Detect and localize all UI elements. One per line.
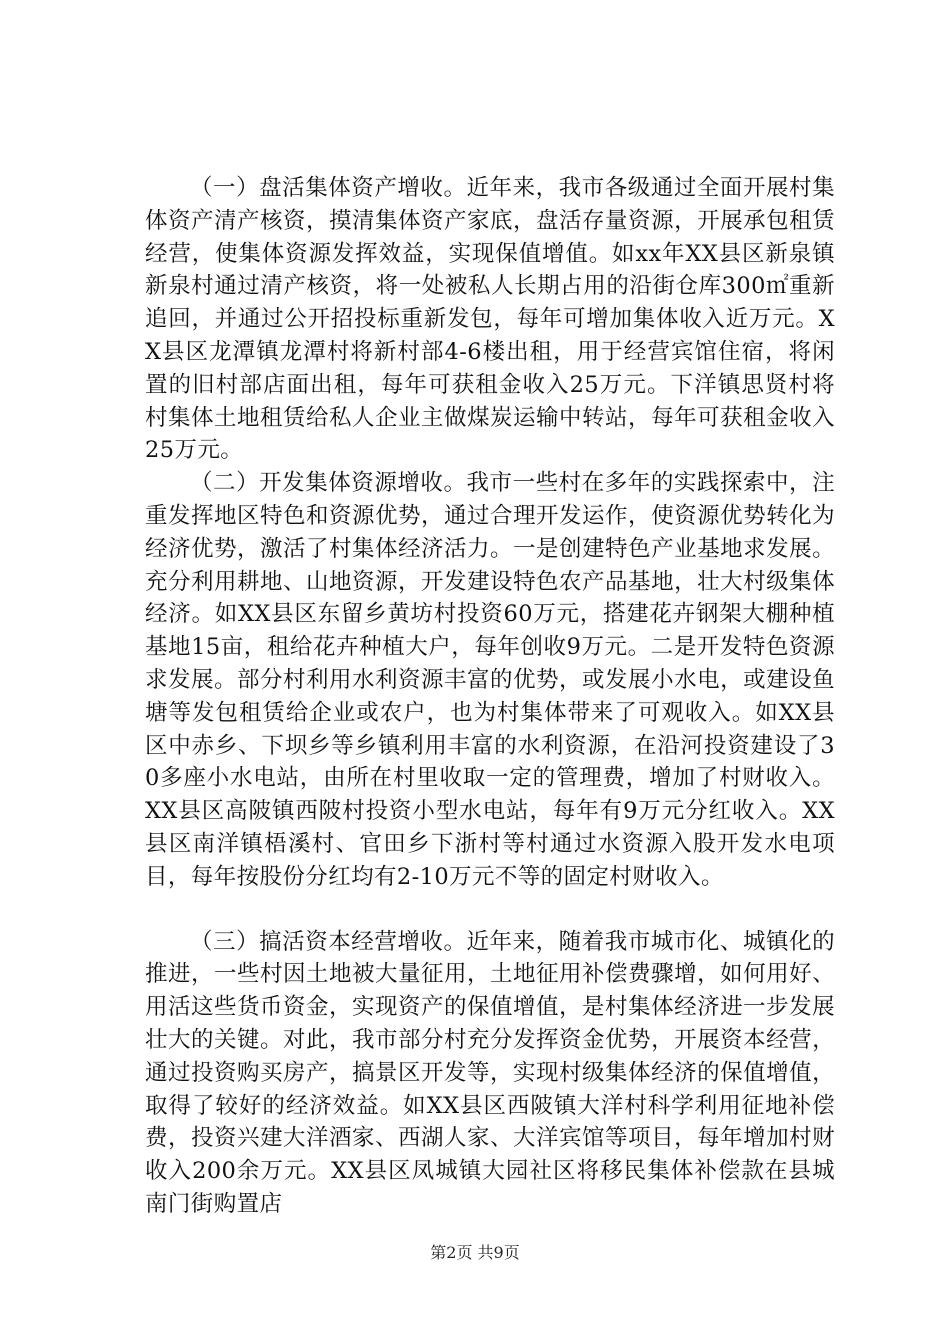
paragraph-asset-revitalization: （一）盘活集体资产增收。近年来，我市各级通过全面开展村集体资产清产核资，摸清集体资产家底，盘活存量资源，开展承包租赁经营，使集体资源发挥效益，实现保值增值。如xx年XX县区新泉镇新泉村通过清产核资，将一处被私人长期占用的沿街仓库300㎡重新追回，并通过公开招投标重新发包，每年可增加集体收入近万元。XX县区龙潭镇龙潭村将新村部4-6楼出租，用于经营宾馆住宿，将闲置的旧村部店面出租，每年可获租金收入25万元。下洋镇思贤村将村集体土地租赁给私人企业主做煤炭运输中转站，每年可获租金收入25万元。 [145,175,835,464]
paragraph-resource-development: （二）开发集体资源增收。我市一些村在多年的实践探索中，注重发挥地区特色和资源优势，通过合理开发运作，使资源优势转化为经济优势，激活了村集体经济活力。一是创建特色产业基地求发展。充分利用耕地、山地资源，开发建设特色农产品基地，壮大村级集体经济。如XX县区东留乡黄坊村投资60万元，搭建花卉钢架大棚种植基地15亩，租给花卉种植大户，每年创收9万元。二是开发特色资源求发展。部分村利用水利资源丰富的优势，或发展小水电，或建设鱼塘等发包租赁给企业或农户，也为村集体带来了可观收入。如XX县区中赤乡、下坝乡等乡镇利用丰富的水利资源，在沿河投资建设了30多座小水电站，由所在村里收取一定的管理费，增加了村财收入。XX县区高陂镇西陂村投资小型水电站，每年有9万元分红收入。XX县区南洋镇梧溪村、官田乡下浙村等村通过水资源入股开发水电项目，每年按股份分红均有2-10万元不等的固定村财收入。 [145,470,835,890]
paragraph-capital-operation: （三）搞活资本经营增收。近年来，随着我市城市化、城镇化的推进，一些村因土地被大量征用，土地征用补偿费骤增，如何用好、用活这些货币资金，实现资产的保值增值，是村集体经济进一步发展壮大的关键。对此，我市部分村充分发挥资金优势，开展资本经营，通过投资购买房产，搞景区开发等，实现村级集体经济的保值增值，取得了较好的经济效益。如XX县区西陂镇大洋村科学利用征地补偿费，投资兴建大洋酒家、西湖人家、大洋宾馆等项目，每年增加村财收入200余万元。XX县区凤城镇大园社区将移民集体补偿款在县城南门街购置店 [145,928,835,1217]
document-body [145,172,835,1221]
page-number-footer: 第2页 共9页 [430,1243,520,1262]
